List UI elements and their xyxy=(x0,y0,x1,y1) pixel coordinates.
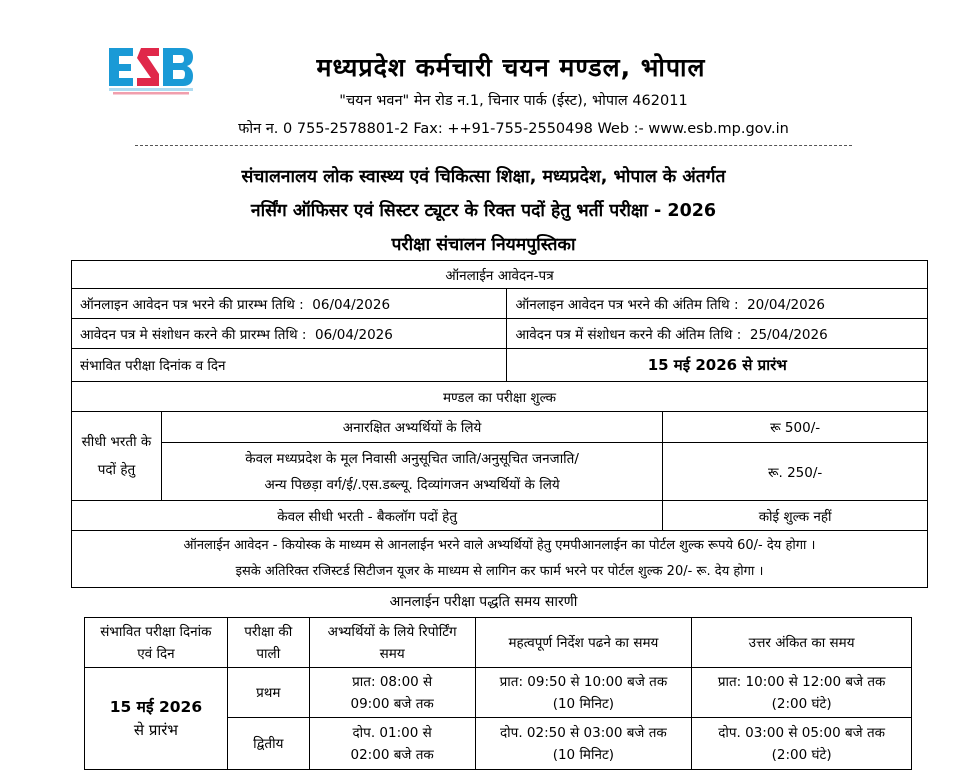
org-contact: फोन न. 0 755-2578801-2 Fax: ++91-755-2550498 Web :- www.esb.mp.gov.in xyxy=(238,121,789,137)
column-header: परीक्षा की पाली xyxy=(227,618,309,668)
fee-amount: रू. 250/- xyxy=(663,443,928,501)
table-row xyxy=(72,443,928,501)
column-header: अभ्यर्थियों के लिये रिपोर्टिंग समय xyxy=(309,618,475,668)
column-header: उत्तर अंकित का समय xyxy=(692,618,912,668)
table-row xyxy=(72,531,928,588)
column-header: महत्वपूर्ण निर्देश पढने का समय xyxy=(475,618,692,668)
edit-start-date: आवेदन पत्र मे संशोधन करने की प्रारम्भ तिथि : 06/04/2026 xyxy=(72,319,507,349)
table-row xyxy=(72,349,928,382)
reporting-time-cell: प्रात: 08:00 से 09:00 बजे तक xyxy=(309,668,475,718)
column-header: संभावित परीक्षा दिनांक एवं दिन xyxy=(85,618,228,668)
fee-category: केवल मध्यप्रदेश के मूल निवासी अनुसूचित जाति/अनुसूचित जनजाति/ अन्य पिछड़ा वर्ग/ई/.एस.डब्ल्यू. दिव्यांगजन अभ्यर्थियों के लिये xyxy=(161,443,662,501)
fee-amount: रू 500/- xyxy=(663,412,928,443)
backlog-amount: कोई शुल्क नहीं xyxy=(663,501,928,531)
table-row xyxy=(72,261,928,289)
fee-section-title: मण्डल का परीक्षा शुल्क xyxy=(72,382,928,412)
answer-time-cell: प्रात: 10:00 से 12:00 बजे तक (2:00 घंटे) xyxy=(692,668,912,718)
table-row xyxy=(72,412,928,443)
application-fee-table xyxy=(71,260,928,588)
exam-heading: नर्सिंग ऑफिसर एवं सिस्टर ट्यूटर के रिक्त पदों हेतु भर्ती परीक्षा - 2026 xyxy=(250,201,717,221)
table-row xyxy=(85,668,912,718)
instruction-time-cell: प्रात: 09:50 से 10:00 बजे तक (10 मिनिट) xyxy=(475,668,692,718)
shift-cell: द्वितीय xyxy=(227,718,309,770)
backlog-category: केवल सीधी भरती - बैकलॉग पदों हेतु xyxy=(72,501,663,531)
application-section-title: ऑनलाईन आवेदन-पत्र xyxy=(72,261,928,289)
application-end-date: ऑनलाइन आवेदन पत्र भरने की अंतिम तिथि : 20/04/2026 xyxy=(507,289,928,319)
table-header-row xyxy=(85,618,912,668)
fee-group-label: सीधी भरती के पदों हेतु xyxy=(72,412,162,501)
department-heading: संचालनालय लोक स्वास्थ्य एवं चिकित्सा शिक्षा, मध्यप्रदेश, भोपाल के अंतर्गत xyxy=(241,167,726,187)
dashed-divider xyxy=(135,145,852,146)
exam-date-cell: 15 मई 2026 से प्रारंभ xyxy=(85,668,228,770)
org-title: मध्यप्रदेश कर्मचारी चयन मण्डल, भोपाल xyxy=(316,53,706,82)
shift-cell: प्रथम xyxy=(227,668,309,718)
exam-date-label: संभावित परीक्षा दिनांक व दिन xyxy=(72,349,507,382)
table-row xyxy=(72,501,928,531)
table-row xyxy=(72,319,928,349)
edit-end-date: आवेदन पत्र में संशोधन करने की अंतिम तिथि : 25/04/2026 xyxy=(507,319,928,349)
exam-date-value: 15 मई 2026 से प्रारंभ xyxy=(507,349,928,382)
answer-time-cell: दोप. 03:00 से 05:00 बजे तक (2:00 घंटे) xyxy=(692,718,912,770)
reporting-time-cell: दोप. 01:00 से 02:00 बजे तक xyxy=(309,718,475,770)
table-row xyxy=(72,382,928,412)
application-start-date: ऑनलाइन आवेदन पत्र भरने की प्रारम्भ तिथि : 06/04/2026 xyxy=(72,289,507,319)
fee-category: अनारक्षित अभ्यर्थियों के लिये xyxy=(161,412,662,443)
portal-fee-note: ऑनलाईन आवेदन - कियोस्क के माध्यम से आनलाईन भरने वाले अभ्यर्थियों हेतु एमपीआनलाईन का पोर्टल शुल्क रूपये 60/- देय होगा । इसके अतिरिक्त रजिस्टर्ड सिटीजन यूजर के माध्यम से लागिन कर फार्म भरने पर पोर्टल शुल्क 20/- रू. देय होगा । xyxy=(72,531,928,588)
exam-timetable xyxy=(84,617,912,770)
timetable-title: आनलाईन परीक्षा पद्धति समय सारणी xyxy=(389,594,578,610)
booklet-heading: परीक्षा संचालन नियमपुस्तिका xyxy=(391,235,576,255)
instruction-time-cell: दोप. 02:50 से 03:00 बजे तक (10 मिनिट) xyxy=(475,718,692,770)
org-address: "चयन भवन" मेन रोड न.1, चिनार पार्क (ईस्ट), भोपाल 462011 xyxy=(339,93,688,109)
table-row xyxy=(72,289,928,319)
